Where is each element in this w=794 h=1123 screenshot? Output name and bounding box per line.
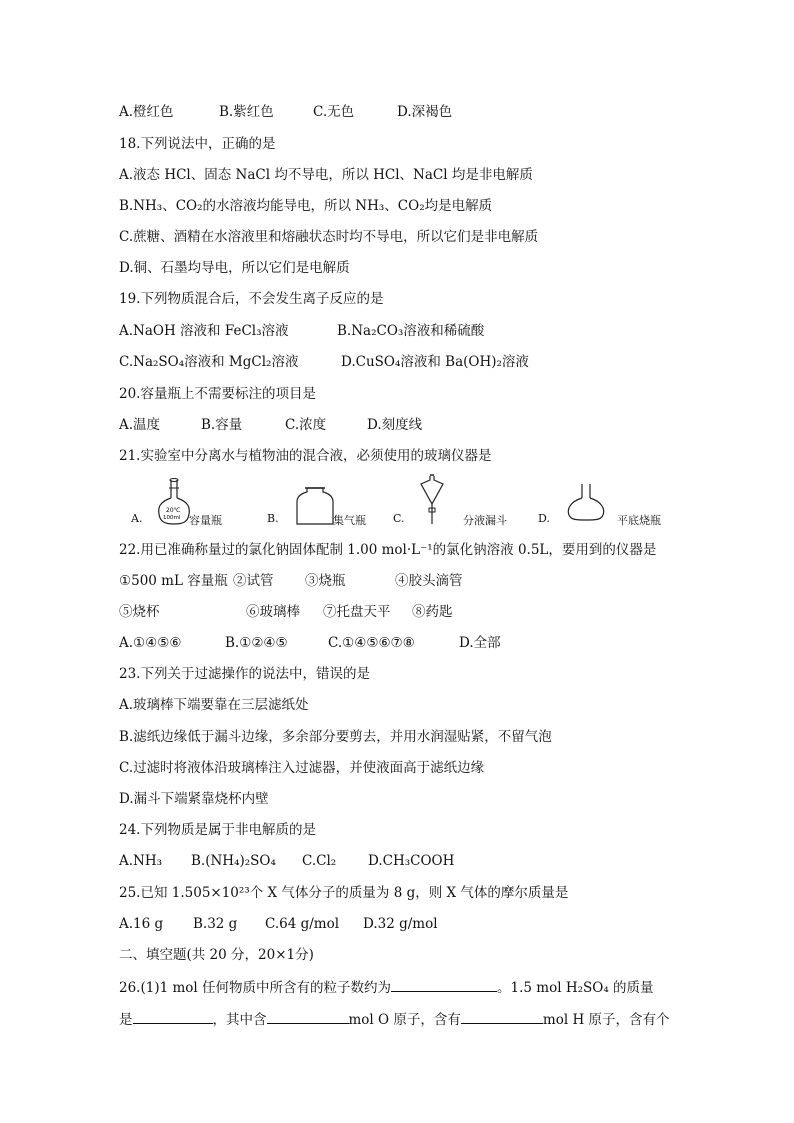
q24-option-a: A.NH₃ (119, 853, 163, 869)
q21-option-d-letter: D. (538, 512, 550, 525)
q21-apparatus-options (119, 478, 679, 528)
section-2-heading: 二、填空题(共 20 分，20×1分) (119, 947, 314, 963)
q24-option-c: C.Cl₂ (302, 853, 337, 869)
q20-option-c: C.浓度 (285, 417, 327, 433)
q22-items-row1 (119, 572, 463, 590)
q24-stem: 24.下列物质是属于非电解质的是 (119, 822, 316, 838)
q22-options (119, 634, 501, 652)
q24-options (119, 852, 454, 870)
q21-option-a-letter: A. (131, 512, 143, 525)
q22-item-4: ④胶头滴管 (395, 573, 463, 589)
q18-option-a: A.液态 HCl、固态 NaCl 均不导电，所以 HCl、NaCl 均是非电解质 (119, 167, 533, 183)
q22-items-row2 (119, 603, 453, 621)
q17-option-d: D.深褐色 (397, 104, 453, 120)
q17-option-c: C.无色 (313, 104, 355, 120)
q19-option-c: C.Na₂SO₄溶液和 MgCl₂溶液 (119, 354, 299, 370)
q25-option-c: C.64 g/mol (265, 916, 340, 932)
q20-option-d: D.刻度线 (367, 417, 423, 433)
q18-option-c: C.蔗糖、酒精在水溶液里和熔融状态时均不导电，所以它们是非电解质 (119, 229, 539, 245)
q17-option-b: B.紫红色 (219, 104, 274, 120)
q19-option-b: B.Na₂CO₃溶液和稀硫酸 (337, 323, 485, 339)
q26-line-1 (119, 977, 654, 997)
q22-item-1: ①500 mL 容量瓶 (119, 573, 228, 589)
svg-text:100ml: 100ml (163, 515, 181, 521)
q21-option-d-name: 平底烧瓶 (617, 514, 661, 527)
q22-option-a: A.①④⑤⑥ (119, 635, 182, 651)
separatory-funnel-icon (419, 474, 445, 526)
q26-text-1: 26.(1)1 mol 任何物质中所含有的粒子数约为 (119, 980, 392, 996)
volumetric-flask-icon (157, 478, 191, 526)
q20-option-a: A.温度 (119, 417, 161, 433)
flask-label-text: 20℃ (166, 507, 181, 514)
q20-options (119, 416, 422, 434)
q23-option-d: D.漏斗下端紧靠烧杯内壁 (119, 791, 269, 807)
q25-option-d: D.32 g/mol (363, 916, 438, 932)
q26-text-5: mol O 原子，含有 (348, 1012, 461, 1028)
q18-option-b: B.NH₃、CO₂的水溶液均能导电，所以 NH₃、CO₂均是电解质 (119, 198, 493, 214)
q22-option-c: C.①④⑤⑥⑦⑧ (328, 635, 415, 651)
q24-option-b: B.(NH₄)₂SO₄ (191, 853, 276, 869)
q25-stem: 25.已知 1.505×10²³个 X 气体分子的质量为 8 g，则 X 气体的摩尔质量是 (119, 885, 569, 901)
q26-text-6: mol H 原子，含有个 (542, 1012, 670, 1028)
q26-text-3: 是 (119, 1012, 133, 1028)
q24-option-d: D.CH₃COOH (368, 853, 455, 869)
q18-option-d: D.铜、石墨均导电，所以它们是电解质 (119, 260, 350, 276)
q19-options-row2 (119, 353, 529, 371)
flat-bottom-flask-icon (565, 482, 607, 524)
answer-blank-1[interactable] (391, 977, 497, 992)
q22-stem: 22.用已准确称量过的氯化钠固体配制 1.00 mol·L⁻¹的氯化钠溶液 0.5L，要用到的仪器是 (119, 542, 657, 558)
q17-options (119, 103, 452, 121)
q22-item-3: ③烧瓶 (305, 573, 346, 589)
q26-text-2: 。1.5 mol H₂SO₄ 的质量 (497, 980, 654, 996)
q22-option-b: B.①②④⑤ (225, 635, 288, 651)
q25-option-a: A.16 g (119, 916, 164, 932)
q20-option-b: B.容量 (201, 417, 243, 433)
q21-option-c-letter: C. (393, 512, 405, 525)
q22-item-8: ⑧药匙 (412, 604, 453, 620)
q26-text-4: ，其中含 (212, 1012, 267, 1028)
q17-option-a: A.橙红色 (119, 104, 174, 120)
q18-stem: 18.下列说法中，正确的是 (119, 136, 276, 152)
q19-option-a: A.NaOH 溶液和 FeCl₃溶液 (119, 323, 289, 339)
q22-item-6: ⑥玻璃棒 (246, 604, 300, 620)
q23-option-a: A.玻璃棒下端要靠在三层滤纸处 (119, 697, 309, 713)
q22-option-d: D.全部 (459, 635, 501, 651)
q22-item-5: ⑤烧杯 (119, 604, 160, 620)
answer-blank-4[interactable] (461, 1009, 543, 1024)
q20-stem: 20.容量瓶上不需要标注的项目是 (119, 386, 316, 402)
q22-item-7: ⑦托盘天平 (323, 604, 391, 620)
q25-options (119, 915, 438, 933)
q19-stem: 19.下列物质混合后，不会发生离子反应的是 (119, 291, 384, 307)
q21-option-b-name: 集气瓶 (333, 514, 366, 527)
answer-blank-3[interactable] (267, 1009, 349, 1024)
q23-option-c: C.过滤时将液体沿玻璃棒注入过滤器，并使液面高于滤纸边缘 (119, 760, 485, 776)
q19-options-row1 (119, 322, 484, 340)
q19-option-d: D.CuSO₄溶液和 Ba(OH)₂溶液 (341, 354, 529, 370)
q21-option-b-letter: B. (267, 512, 279, 525)
answer-blank-2[interactable] (133, 1009, 213, 1024)
q21-stem: 21.实验室中分离水与植物油的混合液，必须使用的玻璃仪器是 (119, 448, 492, 464)
q25-option-b: B.32 g (193, 916, 238, 932)
q26-line-2 (119, 1009, 670, 1029)
q21-option-a-name: 容量瓶 (189, 514, 222, 527)
q23-option-b: B.滤纸边缘低于漏斗边缘，多余部分要剪去，并用水润湿贴紧，不留气泡 (119, 729, 552, 745)
q23-stem: 23.下列关于过滤操作的说法中，错误的是 (119, 666, 370, 682)
gas-jar-icon (295, 486, 335, 526)
q21-option-c-name: 分液漏斗 (463, 514, 507, 527)
q22-item-2: ②试管 (233, 573, 274, 589)
